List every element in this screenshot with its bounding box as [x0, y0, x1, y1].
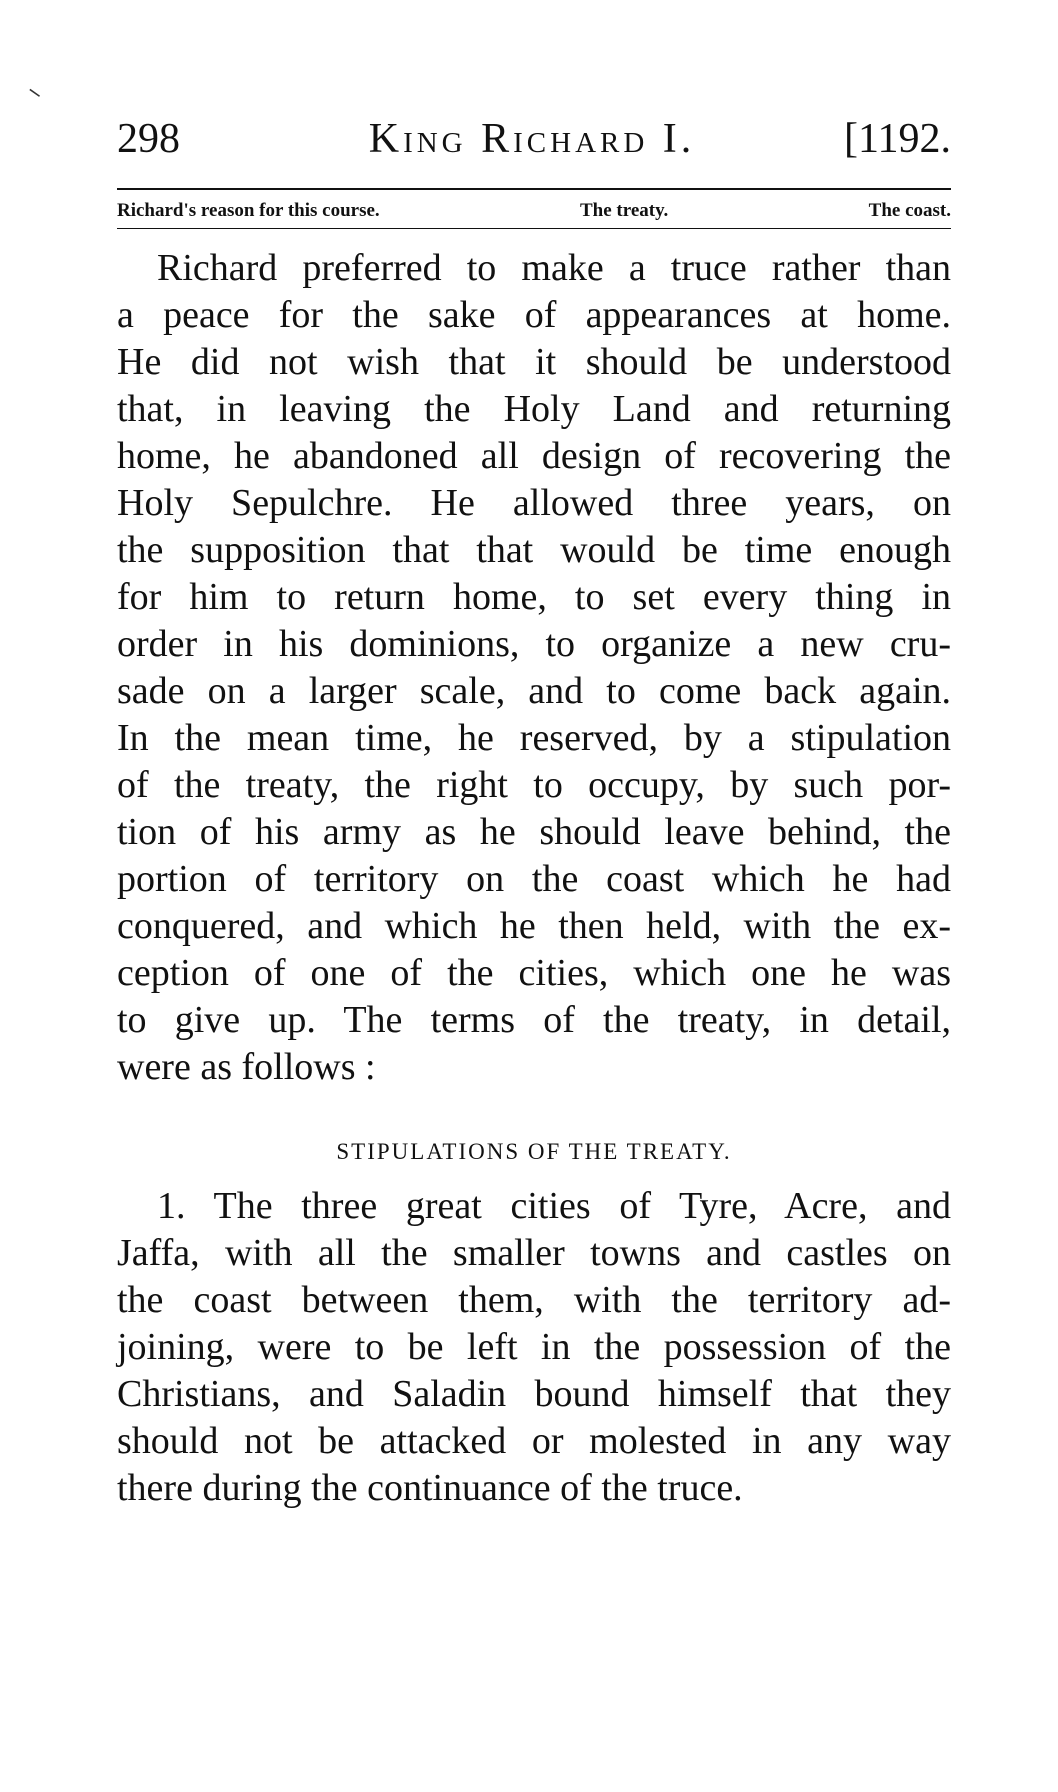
text-line: In the mean time, he reserved, by a stipulation	[117, 717, 951, 759]
running-year: [1192.	[844, 116, 951, 162]
text-line: tion of his army as he should leave behind, the	[117, 811, 951, 853]
text-line: He did not wish that it should be understood	[117, 341, 951, 383]
text-line: should not be attacked or molested in any way	[117, 1420, 951, 1462]
text-line: Christians, and Saladin bound himself that they	[117, 1373, 951, 1415]
stray-mark: ‒	[22, 78, 48, 107]
sidenote-center: The treaty.	[580, 200, 669, 221]
text-line: Jaffa, with all the smaller towns and castles on	[117, 1232, 951, 1274]
running-head	[117, 118, 951, 178]
text-line: order in his dominions, to organize a new cru-	[117, 623, 951, 665]
page-number: 298	[117, 116, 180, 162]
text-line: of the treaty, the right to occupy, by such por-	[117, 764, 951, 806]
marginal-notes	[117, 200, 951, 229]
text-line: portion of territory on the coast which he had	[117, 858, 951, 900]
sidenote-right: The coast.	[868, 200, 951, 221]
header-rule	[117, 188, 951, 190]
paragraph-truce	[117, 245, 951, 1091]
text-line: 1. The three great cities of Tyre, Acre, and	[157, 1185, 951, 1227]
text-line: a peace for the sake of appearances at home.	[117, 294, 951, 336]
text-line: that, in leaving the Holy Land and returning	[117, 388, 951, 430]
sidenote-left: Richard's reason for this course.	[117, 200, 380, 221]
text-line: to give up. The terms of the treaty, in detail,	[117, 999, 951, 1041]
text-line: the coast between them, with the territory ad-	[117, 1279, 951, 1321]
section-heading: STIPULATIONS OF THE TREATY.	[336, 1139, 732, 1164]
text-line: Holy Sepulchre. He allowed three years, on	[117, 482, 951, 524]
text-line: for him to return home, to set every thing in	[117, 576, 951, 618]
text-line: joining, were to be left in the possession of the	[117, 1326, 951, 1368]
text-line: Richard preferred to make a truce rather than	[157, 247, 951, 289]
paragraph-stipulation-1	[117, 1183, 951, 1512]
book-page	[117, 118, 951, 1512]
text-line: conquered, and which he then held, with the ex-	[117, 905, 951, 947]
text-line: there during the continuance of the truce.	[117, 1467, 743, 1509]
text-line: home, he abandoned all design of recovering the	[117, 435, 951, 477]
text-line: ception of one of the cities, which one he was	[117, 952, 951, 994]
text-line: sade on a larger scale, and to come back again.	[117, 670, 951, 712]
text-line: the supposition that that would be time enough	[117, 529, 951, 571]
running-title: King Richard I.	[368, 116, 696, 162]
text-line: were as follows :	[117, 1046, 376, 1088]
